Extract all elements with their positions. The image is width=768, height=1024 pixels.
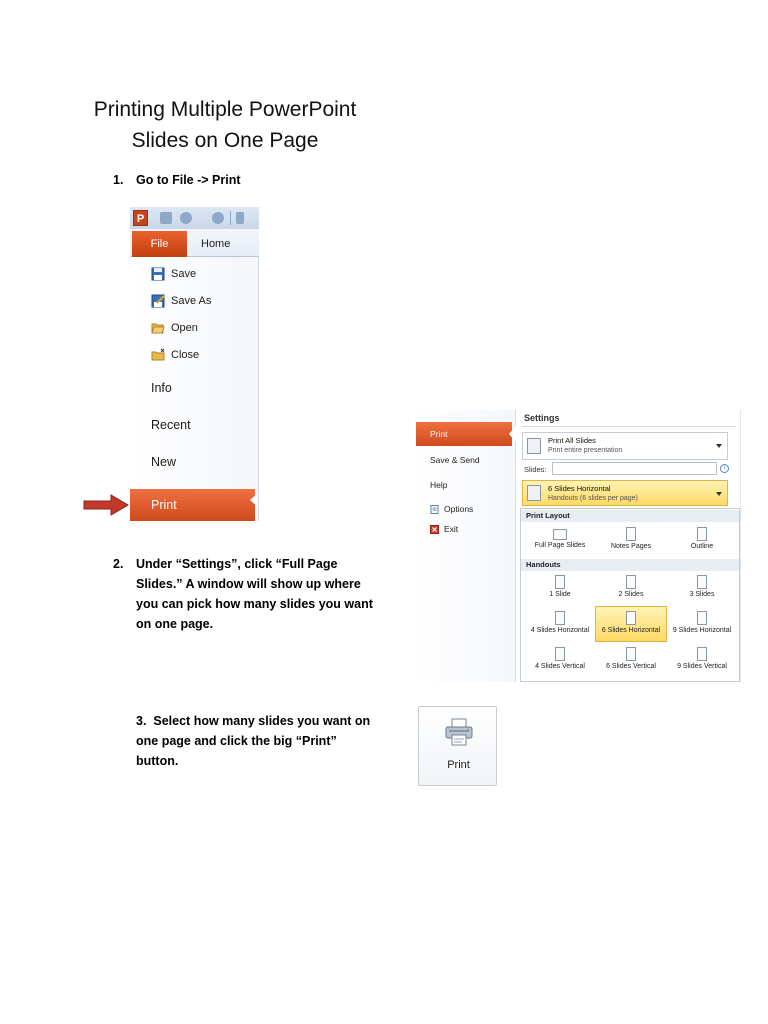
step-1-number: 1. [113, 173, 124, 187]
menu-item-save-as[interactable] [151, 292, 211, 310]
chevron-down-icon [716, 444, 722, 448]
sidebar-item-help[interactable] [430, 479, 447, 491]
print-range-dropdown[interactable] [522, 432, 728, 460]
layout-dropdown[interactable] [522, 480, 728, 506]
divider [522, 426, 736, 427]
step-2-text-line-1: Under “Settings”, click “Full Page [136, 557, 338, 571]
handout-page-icon [697, 575, 707, 589]
info-icon[interactable]: i [720, 464, 729, 473]
print-button-label: Print [447, 759, 470, 771]
save-as-icon [151, 294, 165, 308]
toolbar-divider [230, 211, 231, 225]
menu-item-open[interactable] [151, 319, 198, 337]
sidebar-item-label: Options [444, 504, 474, 514]
slide-thumbnail-icon [553, 529, 567, 540]
sidebar-item-label: Exit [444, 524, 459, 534]
save-icon[interactable] [160, 212, 172, 224]
option-label: 4 Slides Horizontal [530, 627, 590, 634]
quick-access-toolbar [130, 207, 259, 229]
dropdown-subtitle: Handouts (6 slides per page) [548, 495, 638, 502]
option-1-slide[interactable] [524, 575, 596, 598]
slides-label: Slides: [524, 465, 547, 474]
option-9-slides-horizontal[interactable] [666, 611, 738, 634]
settings-heading: Settings [524, 413, 560, 423]
handouts-heading: Handouts [521, 559, 739, 571]
slides-stack-icon [527, 438, 541, 454]
ribbon-tabs [130, 229, 259, 257]
redo-icon[interactable] [212, 212, 224, 224]
handout-grid-icon [527, 485, 541, 501]
file-menu-screenshot [130, 207, 259, 521]
undo-icon[interactable] [180, 212, 192, 224]
outline-page-icon [697, 527, 707, 541]
sidebar-item-exit[interactable] [430, 523, 458, 535]
menu-item-info[interactable]: Info [151, 381, 172, 395]
option-9-slides-vertical[interactable] [666, 647, 738, 670]
option-outline[interactable] [666, 527, 738, 550]
menu-item-new[interactable]: New [151, 455, 177, 469]
option-label: 9 Slides Horizontal [672, 627, 732, 634]
options-icon [430, 505, 439, 514]
dropdown-title: Print All Slides [548, 436, 596, 445]
close-folder-icon [151, 348, 165, 362]
open-folder-icon [151, 321, 165, 335]
menu-item-print[interactable]: Print [130, 489, 255, 521]
customize-toolbar-icon[interactable] [236, 212, 244, 224]
option-label: Outline [690, 543, 714, 550]
layout-options-panel [520, 508, 740, 682]
step-3-text-line-1 [136, 711, 370, 731]
option-6-slides-horizontal[interactable] [595, 606, 667, 642]
option-4-slides-vertical[interactable] [524, 647, 596, 670]
option-label: Full Page Slides [534, 542, 586, 549]
option-2-slides[interactable] [595, 575, 667, 598]
slides-input[interactable] [552, 462, 717, 475]
sidebar-item-label: Save & Send [430, 455, 480, 465]
step-2-text-line-2: Slides.” A window will show up where [136, 577, 361, 591]
print-layout-heading: Print Layout [521, 510, 739, 522]
handout-page-icon [555, 647, 565, 661]
option-label: 3 Slides [689, 591, 715, 598]
powerpoint-logo-icon: P [133, 210, 148, 226]
handout-page-icon [555, 575, 565, 589]
step-3-text-line-2: one page and click the big “Print” [136, 734, 337, 748]
menu-item-label: Save As [171, 295, 212, 307]
step-2-text-line-4: on one page. [136, 617, 214, 631]
selected-item-notch [250, 493, 258, 507]
step-3-text: Select how many slides you want on [153, 714, 371, 728]
step-2-text-line-3: you can pick how many slides you want [136, 597, 373, 611]
chevron-down-icon [716, 492, 722, 496]
floppy-disk-icon [151, 267, 165, 281]
step-3-number: 3. [136, 714, 147, 728]
red-arrow-icon [83, 494, 129, 516]
tab-file[interactable]: File [132, 231, 187, 257]
handout-page-icon [626, 647, 636, 661]
page-title-line-2: Slides on One Page [131, 129, 319, 152]
backstage-sidebar [416, 410, 516, 682]
handout-page-icon [626, 611, 636, 625]
option-3-slides[interactable] [666, 575, 738, 598]
handout-page-icon [555, 611, 565, 625]
print-settings-screenshot [416, 410, 741, 682]
option-label: 6 Slides Horizontal [601, 627, 661, 634]
sidebar-item-save-send[interactable] [430, 454, 480, 466]
tab-home[interactable]: Home [201, 238, 231, 250]
option-6-slides-vertical[interactable] [595, 647, 667, 670]
option-label: 9 Slides Vertical [677, 663, 727, 670]
menu-item-label: Close [171, 349, 200, 361]
option-label: 4 Slides Vertical [535, 663, 585, 670]
handout-page-icon [697, 611, 707, 625]
printer-icon [444, 717, 474, 747]
step-2-number: 2. [113, 557, 124, 571]
dropdown-title: 6 Slides Horizontal [548, 484, 611, 493]
menu-item-close[interactable] [151, 346, 199, 364]
notes-page-icon [626, 527, 636, 541]
option-label: 2 Slides [618, 591, 644, 598]
backstage-menu [130, 257, 259, 521]
option-full-page-slides[interactable] [524, 527, 596, 549]
handout-page-icon [626, 575, 636, 589]
step-3-text-line-3: button. [136, 754, 179, 768]
sidebar-item-label: Help [430, 480, 448, 490]
selected-item-notch [509, 426, 516, 442]
print-button[interactable] [418, 706, 497, 786]
option-notes-pages[interactable] [595, 527, 667, 550]
option-label: Notes Pages [610, 543, 652, 550]
menu-item-recent[interactable]: Recent [151, 418, 191, 432]
exit-icon [430, 525, 439, 534]
menu-item-label: Open [171, 322, 198, 334]
step-1-text: Go to File -> Print [136, 173, 241, 187]
sidebar-item-print[interactable]: Print [416, 422, 512, 446]
dropdown-subtitle: Print entire presentation [548, 447, 623, 454]
menu-item-label: Save [171, 268, 197, 280]
option-label: 6 Slides Vertical [606, 663, 656, 670]
menu-item-save[interactable] [151, 265, 196, 283]
handout-page-icon [697, 647, 707, 661]
option-label: 1 Slide [549, 591, 571, 598]
option-4-slides-horizontal[interactable] [524, 611, 596, 634]
page-title-line-1: Printing Multiple PowerPoint [93, 98, 357, 121]
sidebar-item-options[interactable] [430, 503, 473, 515]
